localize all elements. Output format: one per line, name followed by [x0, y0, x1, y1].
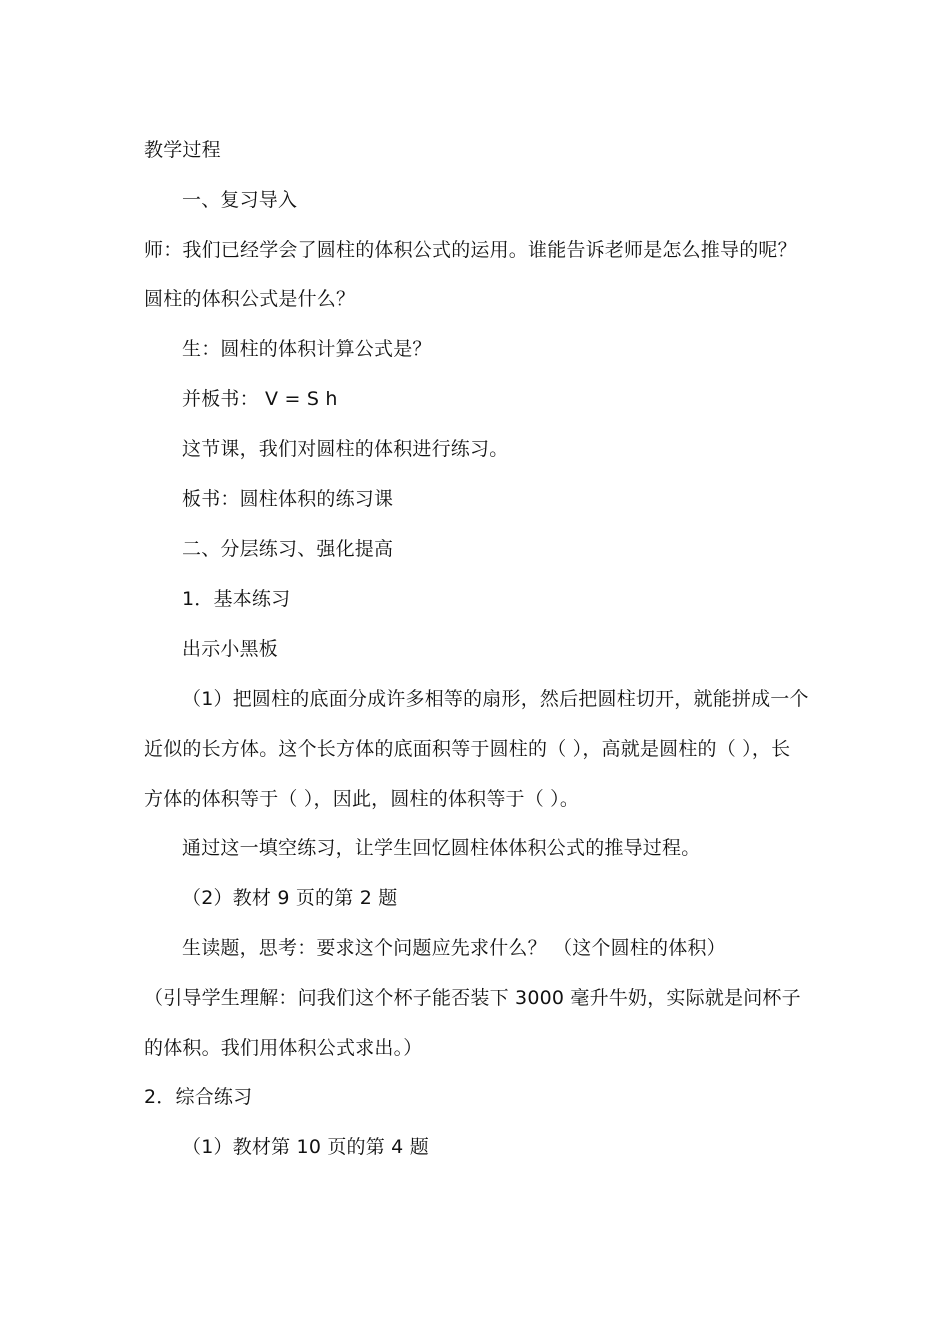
paragraph-line: （1）教材第 10 页的第 4 题 — [182, 1136, 429, 1158]
paragraph-line: （2）教材 9 页的第 2 题 — [182, 887, 398, 909]
section-title: 教学过程 — [144, 139, 221, 161]
paragraph-line: 方体的体积等于（ ），因此，圆柱的体积等于（ ）。 — [144, 788, 580, 810]
paragraph-line: 近似的长方体。这个长方体的底面积等于圆柱的（ ），高就是圆柱的（ ），长 — [144, 738, 791, 760]
subheading-basic: 1．基本练习 — [182, 588, 291, 610]
paragraph-line: （引导学生理解：问我们这个杯子能否装下 3000 毫升牛奶，实际就是问杯子 — [144, 987, 801, 1009]
paragraph-line: 生：圆柱的体积计算公式是？ — [182, 338, 432, 360]
heading-review: 一、复习导入 — [182, 189, 298, 211]
paragraph-line: 通过这一填空练习，让学生回忆圆柱体体积公式的推导过程。 — [182, 837, 701, 859]
paragraph-line: 这节课，我们对圆柱的体积进行练习。 — [182, 438, 509, 460]
formula-line: 并板书： V = S h — [182, 388, 338, 410]
paragraph-line: 板书：圆柱体积的练习课 — [182, 488, 394, 510]
paragraph-line: 生读题，思考：要求这个问题应先求什么？ （这个圆柱的体积） — [182, 937, 726, 959]
paragraph-line: 师：我们已经学会了圆柱的体积公式的运用。谁能告诉老师是怎么推导的呢？ — [144, 239, 797, 261]
subheading-comprehensive: 2．综合练习 — [144, 1086, 253, 1108]
heading-practice: 二、分层练习、强化提高 — [182, 538, 394, 560]
paragraph-line: （1）把圆柱的底面分成许多相等的扇形，然后把圆柱切开，就能拼成一个 — [182, 688, 809, 710]
paragraph-line: 出示小黑板 — [182, 638, 279, 660]
paragraph-line: 圆柱的体积公式是什么？ — [144, 288, 356, 310]
paragraph-line: 的体积。我们用体积公式求出。） — [144, 1037, 423, 1059]
